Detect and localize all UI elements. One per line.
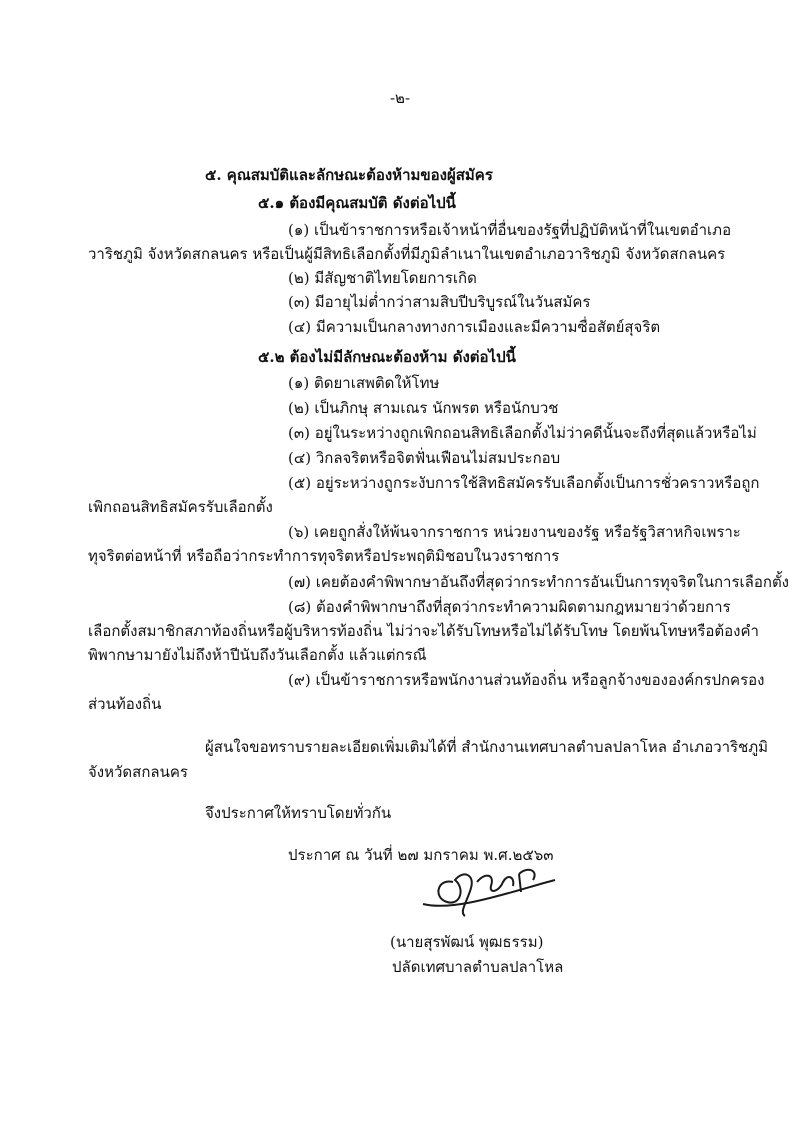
signer-name: (นายสุรพัฒน์ พุฒธรรม) — [390, 933, 544, 951]
s52-item-5-line-1: (๕) อยู่ระหว่างถูกระงับการใช้สิทธิสมัครรับเลือกตั้งเป็นการชั่วคราวหรือถูก — [288, 474, 760, 492]
section-5-2-heading: ๕.๒ ต้องไม่มีลักษณะต้องห้าม ดังต่อไปนี้ — [258, 348, 516, 366]
s52-item-9-line-2: ส่วนท้องถิ่น — [88, 695, 162, 713]
s52-item-5-line-2: เพิกถอนสิทธิสมัครรับเลือกตั้ง — [88, 498, 273, 516]
s52-item-6-line-1: (๖) เคยถูกสั่งให้พ้นจากราชการ หน่วยงานของรัฐ หรือรัฐวิสาหกิจเพราะ — [288, 523, 741, 541]
page-number: -๒- — [389, 89, 411, 107]
s52-item-9-line-1: (๙) เป็นข้าราชการหรือพนักงานส่วนท้องถิ่น หรือลูกจ้างขององค์กรปกครอง — [288, 671, 765, 689]
s52-item-2: (๒) เป็นภิกษุ สามเณร นักพรต หรือนักบวช — [288, 399, 559, 417]
s51-item-3: (๓) มีอายุไม่ต่ำกว่าสามสิบปีบริบูรณ์ในวันสมัคร — [288, 293, 591, 311]
signature-image — [415, 852, 575, 922]
s52-item-1: (๑) ติดยาเสพติดให้โทษ — [288, 374, 440, 392]
s52-item-7: (๗) เคยต้องคำพิพากษาอันถึงที่สุดว่ากระทำการอันเป็นการทุจริตในการเลือกตั้ง — [288, 573, 790, 591]
s51-item-4: (๔) มีความเป็นกลางทางการเมืองและมีความซื่อสัตย์สุจริต — [288, 318, 661, 336]
s52-item-8-line-2: เลือกตั้งสมาชิกสภาท้องถิ่นหรือผู้บริหารท้องถิ่น ไม่ว่าจะได้รับโทษหรือไม่ได้รับโทษ โดยพ้นโทษหรือต้องคำ — [88, 622, 759, 640]
signer-position: ปลัดเทศบาลตำบลปลาโหล — [392, 958, 564, 976]
s51-item-1-line-1: (๑) เป็นข้าราชการหรือเจ้าหน้าที่อื่นของรัฐที่ปฏิบัติหน้าที่ในเขตอำเภอ — [288, 221, 732, 239]
s51-item-2: (๒) มีสัญชาติไทยโดยการเกิด — [288, 269, 477, 287]
contact-line-2: จังหวัดสกลนคร — [88, 763, 188, 781]
section-5-heading: ๕. คุณสมบัติและลักษณะต้องห้ามของผู้สมัคร — [205, 166, 493, 184]
s52-item-3: (๓) อยู่ในระหว่างถูกเพิกถอนสิทธิเลือกตั้งไม่ว่าคดีนั้นจะถึงที่สุดแล้วหรือไม่ — [288, 424, 757, 442]
s52-item-8-line-3: พิพากษามายังไม่ถึงห้าปีนับถึงวันเลือกตั้ง แล้วแต่กรณี — [88, 646, 427, 664]
section-5-1-heading: ๕.๑ ต้องมีคุณสมบัติ ดังต่อไปนี้ — [258, 194, 456, 212]
date-line: ประกาศ ณ วันที่ ๒๗ มกราคม พ.ศ.๒๕๖๓ — [288, 846, 554, 864]
contact-line-1: ผู้สนใจขอทราบรายละเอียดเพิ่มเติมได้ที่ สำนักงานเทศบาลตำบลปลาโหล อำเภอวาริชภูมิ — [205, 738, 769, 756]
announce-text: จึงประกาศให้ทราบโดยทั่วกัน — [205, 804, 392, 822]
s51-item-1-line-2: วาริชภูมิ จังหวัดสกลนคร หรือเป็นผู้มีสิทธิเลือกตั้งที่มีภูมิลำเนาในเขตอำเภอวาริชภูมิ จังหวัดสกลนคร — [88, 245, 726, 263]
s52-item-6-line-2: ทุจริตต่อหน้าที่ หรือถือว่ากระทำการทุจริตหรือประพฤติมิชอบในวงราชการ — [88, 547, 560, 565]
s52-item-4: (๔) วิกลจริตหรือจิตฟั่นเฟือนไม่สมประกอบ — [288, 449, 561, 467]
s52-item-8-line-1: (๘) ต้องคำพิพากษาถึงที่สุดว่ากระทำความผิดตามกฎหมายว่าด้วยการ — [288, 598, 731, 616]
